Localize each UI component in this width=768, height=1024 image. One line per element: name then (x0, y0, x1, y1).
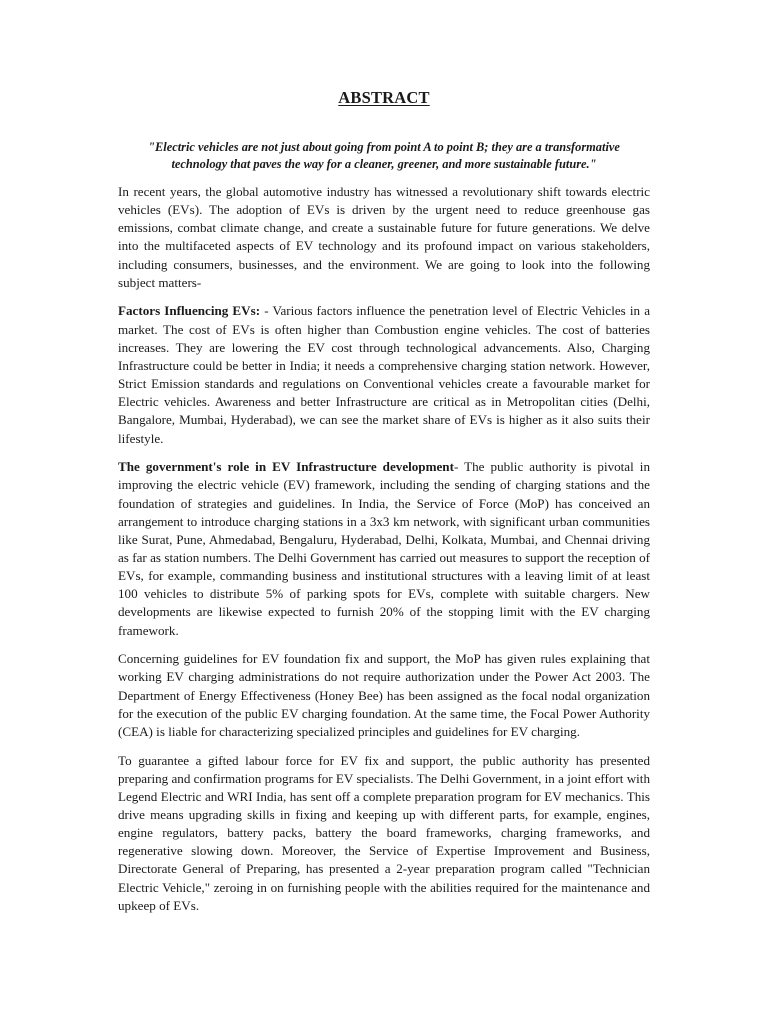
epigraph-quote: "Electric vehicles are not just about going from point A to point B; they are a transformative technology that paves the way for a cleaner, greener, and more sustainable future." (148, 140, 620, 171)
government-role-text: - The public authority is pivotal in improving the electric vehicle (EV) framework, including the sending of charging stations and the foundation of strategies and guidelines. In India, the Service of Force (MoP) has conceived an arrangement to introduce charging stations in a 3x3 km network, with significant urban communities like Surat, Pune, Ahmedabad, Bengaluru, Hyderabad, Delhi, Kolkata, Mumbai, and Chennai driving as far as station numbers. The Delhi Government has carried out measures to support the reception of EVs, for example, commanding business and institutional structures with a leaving limit of at least 100 vehicles to distribute 5% of parking spots for EVs, complete with suitable chargers. New developments are likewise expected to furnish 20% of the stopping limit with the EV charging framework. (118, 459, 650, 638)
government-role-heading: The government's role in EV Infrastructure development (118, 459, 454, 475)
document-page (118, 88, 650, 925)
guidelines-paragraph (118, 650, 650, 741)
intro-text: In recent years, the global automotive industry has witnessed a revolutionary shift towards electric vehicles (EVs). The adoption of EVs is driven by the urgent need to reduce greenhouse gas emissions, combat climate change, and create a sustainable future for future generations. We delve into the multifaceted aspects of EV technology and its profound impact on various stakeholders, including consumers, businesses, and the environment. We are going to look into the following subject matters- (118, 184, 650, 290)
government-role-paragraph (118, 458, 650, 640)
guidelines-text: Concerning guidelines for EV foundation fix and support, the MoP has given rules explaining that working EV charging administrations do not require authorization under the Power Act 2003. The Department of Energy Effectiveness (Honey Bee) has been assigned as the focal nodal organization for the execution of the public EV charging foundation. At the same time, the Focal Power Authority (CEA) is liable for characterizing specialized principles and guidelines for EV charging. (118, 651, 650, 739)
abstract-title: ABSTRACT (338, 88, 430, 107)
training-text: To guarantee a gifted labour force for EV fix and support, the public authority has presented preparing and confirmation programs for EV specialists. The Delhi Government, in a joint effort with Legend Electric and WRI India, has sent off a complete preparation program for EV mechanics. This drive means upgrading skills in fixing and keeping up with different parts, for example, engines, engine regulators, battery packs, battery the board frameworks, charging frameworks, and regenerative slowing down. Moreover, the Service of Expertise Improvement and Business, Directorate General of Preparing, has presented a 2-year preparation program called "Technician Electric Vehicle," zeroing in on furnishing people with the abilities required for the maintenance and upkeep of EVs. (118, 752, 650, 913)
factors-text: - Various factors influence the penetration level of Electric Vehicles in a market. The cost of EVs is often higher than Combustion engine vehicles. The cost of batteries increases. They are lowering the EV cost through technological advancements. Also, Charging Infrastructure could be better in India; it needs a comprehensive charging station network. However, Strict Emission standards and regulations on Conventional vehicles create a favourable market for Electric vehicles. Awareness and better Infrastructure are critical as in Metropolitan cities (Delhi, Bangalore, Mumbai, Hyderabad), we can see the market share of EVs is higher as it also suits their lifestyle. (118, 303, 650, 446)
training-paragraph (118, 752, 650, 915)
factors-heading: Factors Influencing EVs: (118, 303, 265, 319)
intro-paragraph (118, 183, 650, 292)
factors-paragraph (118, 302, 650, 447)
